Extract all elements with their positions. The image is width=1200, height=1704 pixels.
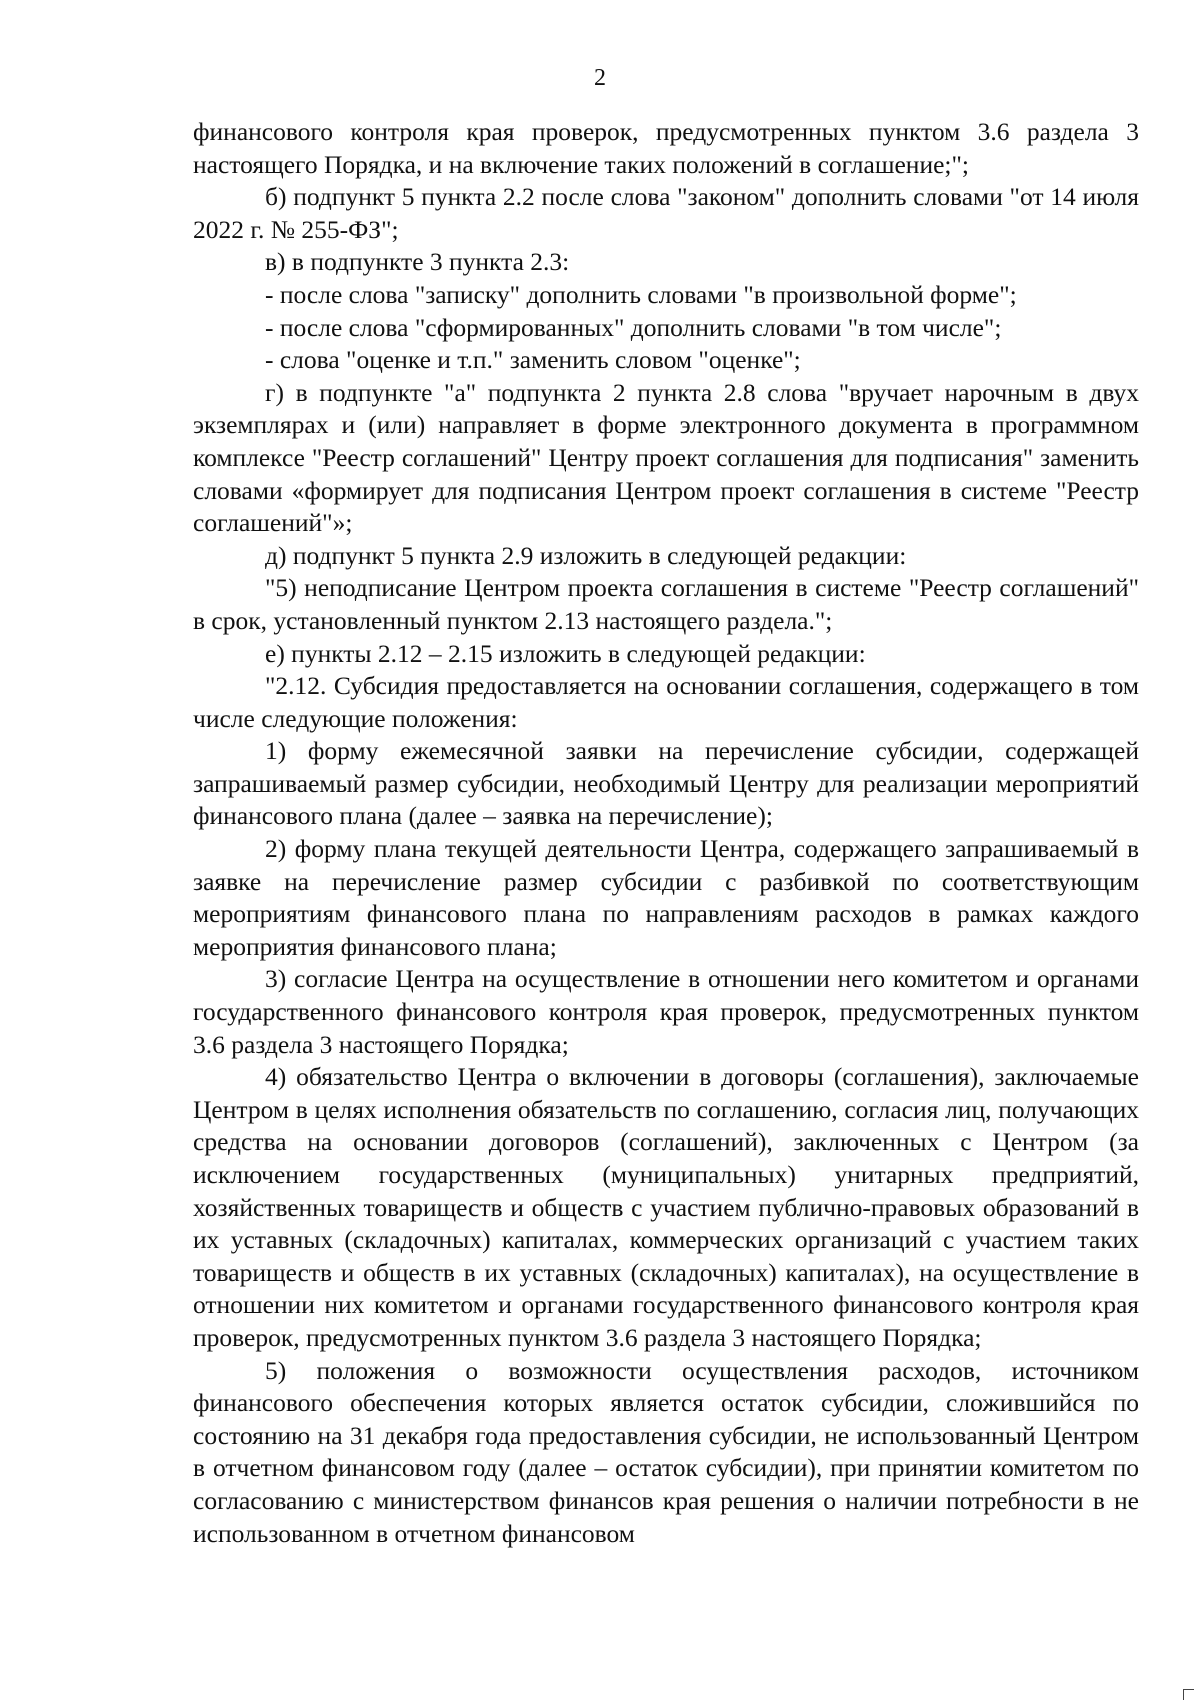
paragraph-item-d: д) подпункт 5 пункта 2.9 изложить в следующей редакции: [265,540,907,570]
paragraph-dash-3: - слова "оценке и т.п." заменить словом "оценке"; [265,345,801,375]
paragraph-sub-2: 2) форму плана текущей деятельности Центра, содержащего запрашиваемый в заявке на перечисление размер субсидии с разбивкой по соответствующим мероприятиям финансового плана по направлениям расходов в рамках каждого мероприятия финансового плана; [193,834,1139,961]
paragraph-2-12: "2.12. Субсидия предоставляется на основании соглашения, содержащего в том числе следующие положения: [193,671,1139,733]
paragraph-sub-5: 5) положения о возможности осуществления расходов, источником финансового обеспечения которых является остаток субсидии, сложившийся по состоянию на 31 декабря года предоставления субсидии, не использованный Центром в отчетном финансовом году (далее – остаток субсидии), при принятии комитетом по согласованию с министерством финансов края решения о наличии потребности в не использованном в отчетном финансовом [193,1355,1139,1548]
paragraph-continuation: финансового контроля края проверок, предусмотренных пунктом 3.6 раздела 3 настоящего Порядка, и на включение таких положений в соглашение;"; [193,117,1139,179]
paragraph-sub-4: 4) обязательство Центра о включении в договоры (соглашения), заключаемые Центром в целях исполнения обязательств по соглашению, согласия лиц, получающих средства на основании договоров (соглашений), заключенных с Центром (за исключением государственных (муниципальных) унитарных предприятий, хозяйственных товариществ и обществ с участием публично-правовых образований в их уставных (складочных) капиталах, коммерческих организаций с участием таких товариществ и обществ в их уставных (складочных) капиталах), на осуществление в отношении них комитетом и органами государственного финансового контроля края проверок, предусмотренных пунктом 3.6 раздела 3 настоящего Порядка; [193,1062,1139,1352]
scan-corner-mark [1183,1689,1194,1700]
paragraph-quote-5: "5) неподписание Центром проекта соглашения в системе "Реестр соглашений" в срок, установленный пунктом 2.13 настоящего раздела."; [193,573,1139,635]
document-body [193,116,1139,1550]
paragraph-item-b: б) подпункт 5 пункта 2.2 после слова "законом" дополнить словами "от 14 июля 2022 г. № 255-ФЗ"; [193,182,1139,244]
paragraph-sub-1: 1) форму ежемесячной заявки на перечисление субсидии, содержащей запрашиваемый размер субсидии, необходимый Центру для реализации мероприятий финансового плана (далее – заявка на перечисление); [193,736,1139,831]
paragraph-dash-1: - после слова "записку" дополнить словами "в произвольной форме"; [265,279,1017,309]
paragraph-sub-3: 3) согласие Центра на осуществление в отношении него комитетом и органами государственного финансового контроля края проверок, предусмотренных пунктом 3.6 раздела 3 настоящего Порядка; [193,964,1139,1059]
paragraph-item-e: е) пункты 2.12 – 2.15 изложить в следующей редакции: [265,638,866,668]
page-number: 2 [594,65,606,91]
paragraph-item-g: г) в подпункте "а" подпункта 2 пункта 2.8 слова "вручает нарочным в двух экземплярах и (или) направляет в форме электронного документа в программном комплексе "Реестр соглашений" Центру проект соглашения для подписания" заменить словами «формирует для подписания Центром проект соглашения в системе "Реестр соглашений"»; [193,377,1139,538]
paragraph-item-v: в) в подпункте 3 пункта 2.3: [265,247,570,277]
paragraph-dash-2: - после слова "сформированных" дополнить словами "в том числе"; [265,312,1002,342]
